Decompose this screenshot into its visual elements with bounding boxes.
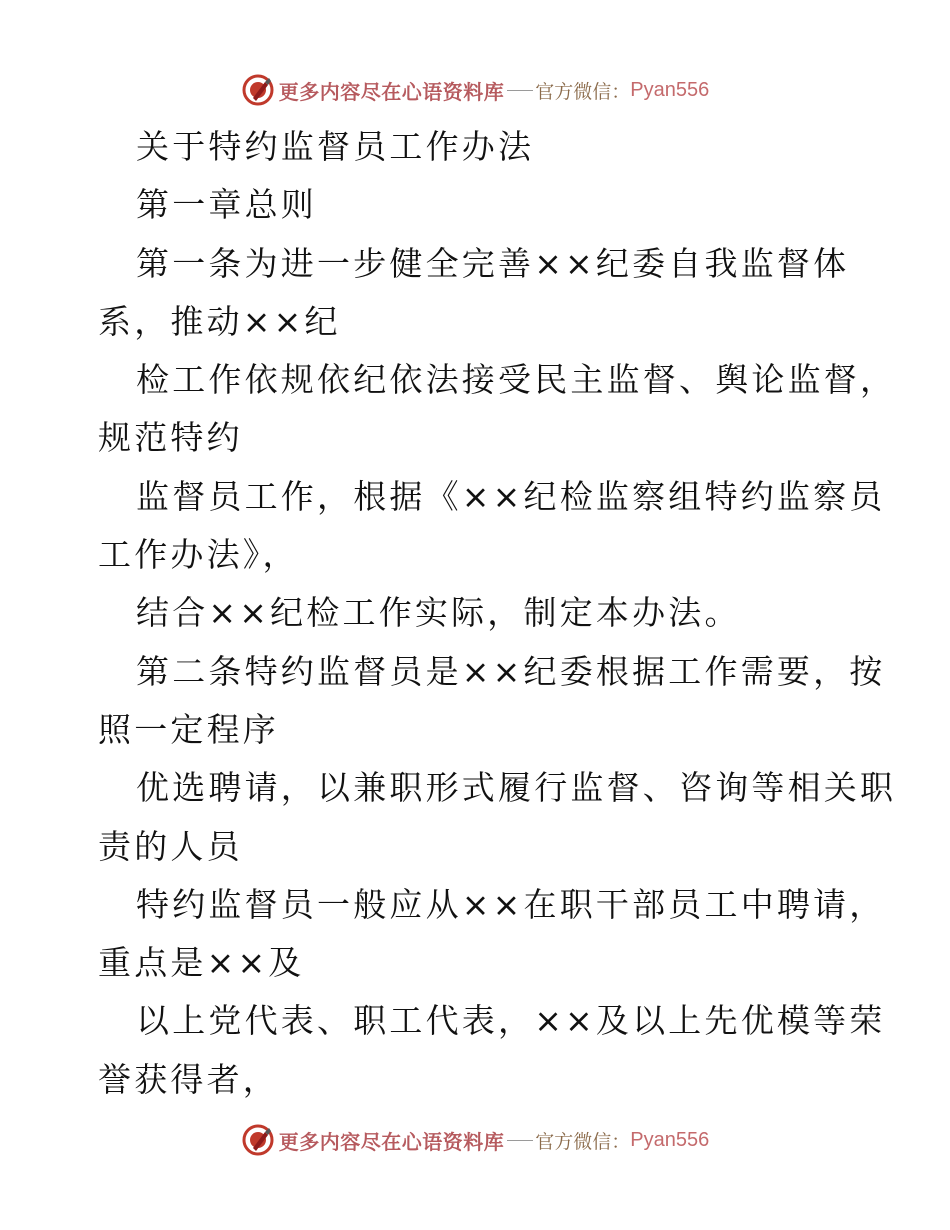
banner-dash — [507, 90, 533, 91]
banner-wechat-label: 官方微信： — [535, 80, 631, 103]
text-line: 系，推动××纪 — [98, 301, 341, 341]
text-line: 照一定程序 — [98, 709, 279, 749]
text-line: 以上党代表、职工代表，××及以上先优模等荣 — [136, 1001, 886, 1041]
header-watermark-banner — [0, 68, 950, 112]
text-line: 第一条为进一步健全完善××纪委自我监督体 — [136, 243, 850, 283]
pen-logo-icon — [241, 1123, 275, 1157]
document-title: 关于特约监督员工作办法 — [136, 127, 535, 166]
text-line: 检工作依规依纪依法接受民主监督、舆论监督， — [136, 360, 897, 400]
pen-logo-icon — [241, 73, 275, 107]
banner-wechat-label: 官方微信： — [535, 1130, 631, 1153]
text-line: 责的人员 — [98, 826, 243, 866]
banner-slogan: 更多内容尽在心语资料库 — [278, 1129, 505, 1154]
document-body — [98, 118, 897, 1109]
text-line: 誉获得者， — [98, 1059, 279, 1099]
text-line: 结合××纪检工作实际，制定本办法。 — [136, 593, 741, 633]
banner-wechat-id: Pyan556 — [630, 1128, 710, 1151]
banner-wechat-id: Pyan556 — [630, 78, 710, 101]
footer-watermark-banner — [0, 1118, 950, 1162]
text-line: 特约监督员一般应从××在职干部员工中聘请， — [136, 884, 886, 924]
text-line: 工作办法》， — [98, 535, 299, 575]
text-line: 重点是××及 — [98, 943, 305, 983]
text-line: 优选聘请，以兼职形式履行监督、咨询等相关职 — [136, 768, 897, 808]
chapter-heading: 第一章总则 — [136, 185, 317, 225]
banner-dash — [507, 1140, 533, 1141]
text-line: 规范特约 — [98, 418, 243, 458]
banner-slogan: 更多内容尽在心语资料库 — [278, 79, 505, 104]
text-line: 第二条特约监督员是××纪委根据工作需要，按 — [136, 651, 886, 691]
text-line: 监督员工作，根据《××纪检监察组特约监察员 — [136, 476, 886, 516]
